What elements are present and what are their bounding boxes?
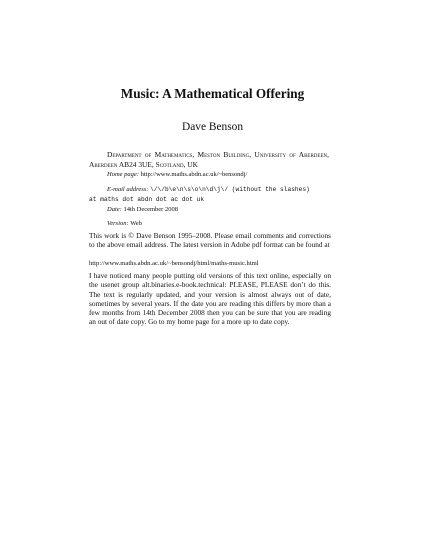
author-name: Dave Benson [181,121,244,133]
home-page-line [107,170,247,179]
email-address-continued: at maths dot abdn dot ac dot uk [89,196,205,203]
document-title: Music: A Mathematical Offering [120,86,305,101]
copyright-paragraph: This work is © Dave Benson 1995–2008. Please email comments and corrections to the above email address. The latest version in Adobe pdf format can be found at [89,231,331,250]
version-label: Version: [107,220,129,227]
email-line [107,185,310,194]
pdf-download-url[interactable]: http://www.maths.abdn.ac.uk/~bensondj/html/maths-music.html [89,260,259,267]
version-line [107,219,142,228]
date-label: Date: [107,206,122,213]
version-value: Web [130,220,142,227]
date-line [107,205,178,214]
author-affiliation: Department of Mathematics, Meston Building, University of Aberdeen, Aberdeen AB24 3UE, Scotland, UK [89,150,329,169]
email-label: E-mail address: [107,186,149,193]
home-page-label: Home page: [107,171,139,178]
notice-paragraph: I have noticed many people putting old versions of this text online, especially on the usenet group alt.binaries.e-book.technical: PLEASE, PLEASE don’t do this. The text is regularly updated, and your version is almost always out of date, sometimes by several years. If the date you are reading this differs by more than a few months from 14th December 2008 then you can be sure that you are reading an out of date copy. Go to my home page for a more up to date copy. [89,271,331,327]
date-value: 14th December 2008 [123,206,178,213]
home-page-url[interactable]: http://www.maths.abdn.ac.uk/~bensondj/ [140,171,248,178]
email-address: \/\/b\e\n\s\o\n\d\j\/ (without the slashes) [150,186,310,193]
